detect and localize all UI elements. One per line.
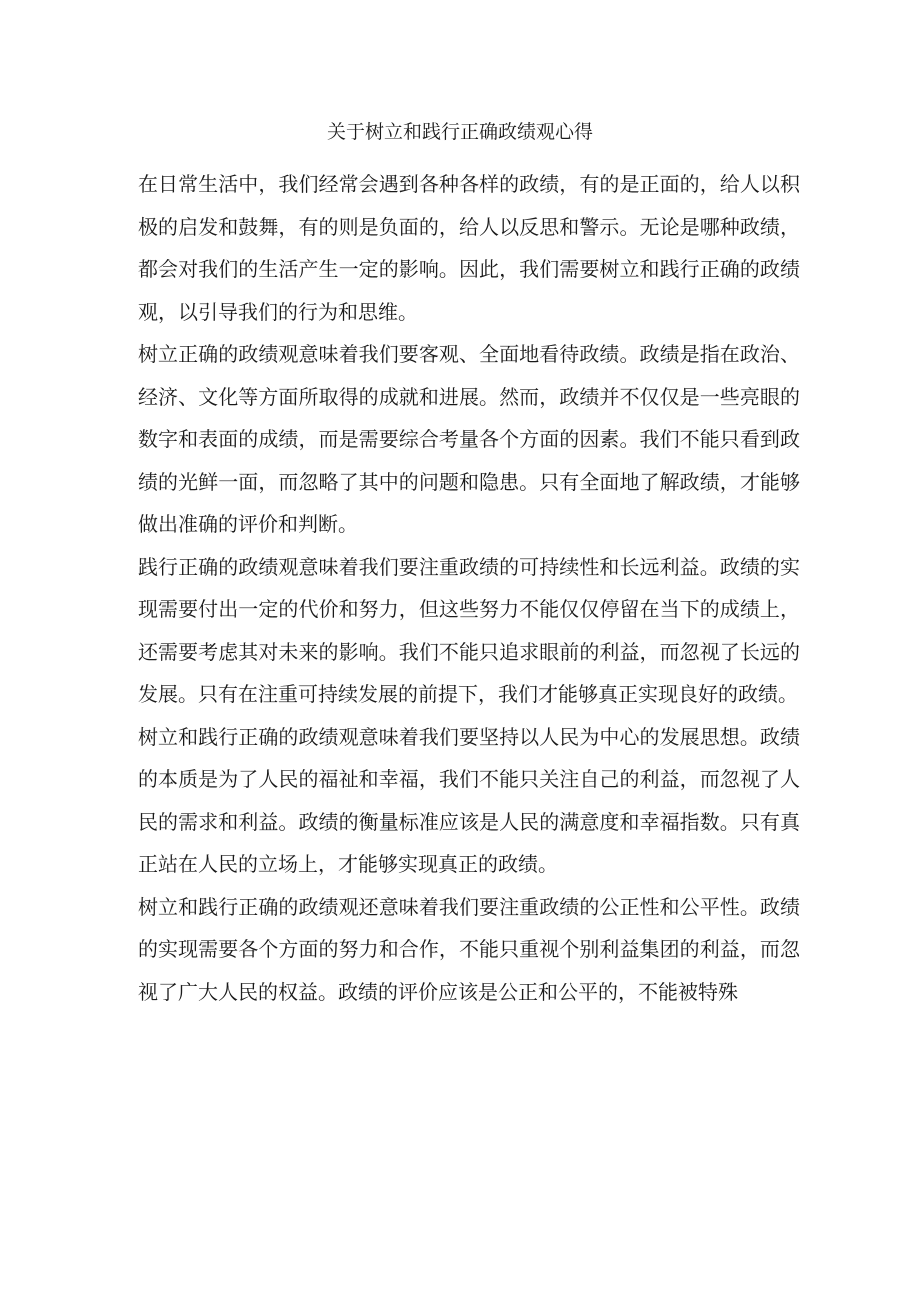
paragraph-3: 践行正确的政绩观意味着我们要注重政绩的可持续性和长远利益。政绩的实现需要付出一定的代价和努力，但这些努力不能仅仅停留在当下的成绩上，还需要考虑其对未来的影响。我们不能只追求眼前的利益，而忽视了长远的发展。只有在注重可持续发展的前提下，我们才能够真正实现良好的政绩。 xyxy=(138,554,800,706)
document-body xyxy=(138,163,800,1013)
paragraph-5: 树立和践行正确的政绩观还意味着我们要注重政绩的公正性和公平性。政绩的实现需要各个方面的努力和合作，不能只重视个别利益集团的利益，而忽视了广大人民的权益。政绩的评价应该是公正和公平的，不能被特殊 xyxy=(138,894,800,1004)
paragraph-2: 树立正确的政绩观意味着我们要客观、全面地看待政绩。政绩是指在政治、经济、文化等方面所取得的成就和进展。然而，政绩并不仅仅是一些亮眼的数字和表面的成绩，而是需要综合考量各个方面的因素。我们不能只看到政绩的光鲜一面，而忽略了其中的问题和隐患。只有全面地了解政绩，才能够做出准确的评价和判断。 xyxy=(138,342,800,536)
document-title: 关于树立和践行正确政绩观心得 xyxy=(326,121,593,143)
paragraph-4: 树立和践行正确的政绩观意味着我们要坚持以人民为中心的发展思想。政绩的本质是为了人民的福祉和幸福，我们不能只关注自己的利益，而忽视了人民的需求和利益。政绩的衡量标准应该是人民的满意度和幸福指数。只有真正站在人民的立场上，才能够实现真正的政绩。 xyxy=(138,724,800,876)
paragraph-1: 在日常生活中，我们经常会遇到各种各样的政绩，有的是正面的，给人以积极的启发和鼓舞，有的则是负面的，给人以反思和警示。无论是哪种政绩，都会对我们的生活产生一定的影响。因此，我们需要树立和践行正确的政绩观，以引导我们的行为和思维。 xyxy=(138,172,800,324)
